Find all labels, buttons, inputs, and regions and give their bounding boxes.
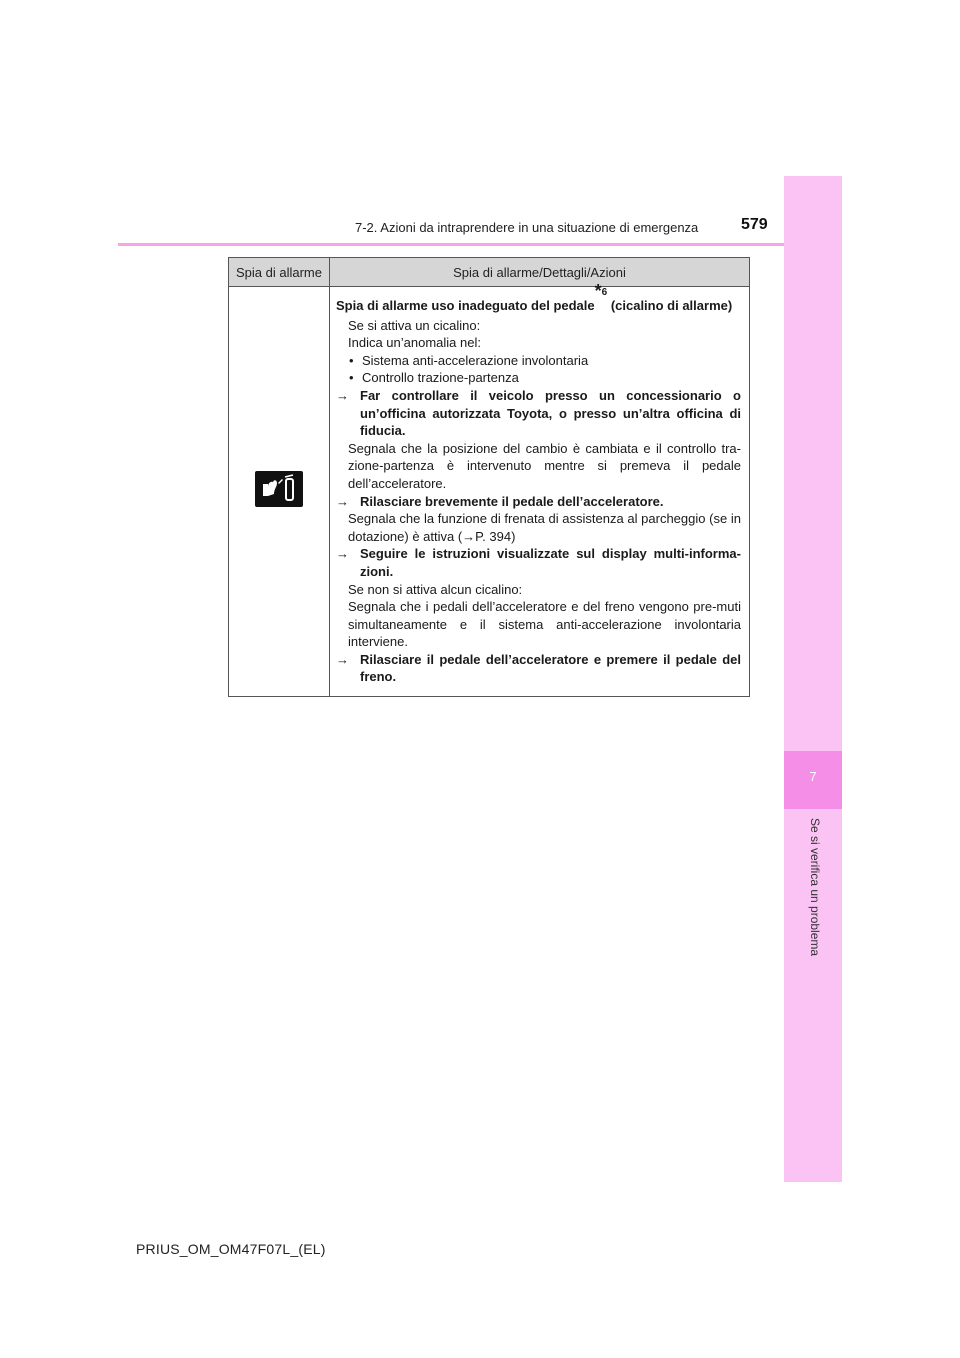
header-section-title: 7-2. Azioni da intraprendere in una situazione di emergenza (355, 220, 699, 235)
table-header-row (229, 258, 750, 287)
table-row (229, 287, 750, 697)
pedal-misuse-warning-icon (255, 471, 303, 507)
bullet-item: • Sistema anti-accelerazione involontaria (336, 352, 741, 370)
arrow-icon: → (336, 651, 349, 667)
arrow-icon: → (336, 387, 349, 403)
table-header-cell: Spia di allarme (229, 258, 330, 287)
detail-text: Segnala che la posizione del cambio è cambiata e il controllo tra-zione-partenza è intervenuto mentre si premeva il pedale dell’acceleratore. (348, 440, 741, 491)
page-number: 579 (741, 216, 768, 233)
arrow-icon: → (336, 546, 349, 562)
detail-text: Se non si attiva alcun cicalino: (348, 581, 523, 597)
table-header-cell: Spia di allarme/Dettagli/Azioni (330, 258, 750, 287)
arrow-icon: → (336, 493, 349, 509)
action-instruction (336, 545, 741, 580)
action-instruction (336, 651, 741, 686)
side-tab-chapter-number: 7 (784, 751, 842, 809)
action-instruction (336, 493, 741, 511)
warning-title (336, 281, 741, 315)
action-text: Rilasciare il pedale dell’acceleratore e premere il pedale del freno. (360, 651, 741, 685)
action-text: Far controllare il veicolo presso un concessionario o un’officina autorizzata Toyota, o presso un’altra officina di fiducia. (360, 387, 741, 439)
detail-text: Segnala che i pedali dell’acceleratore e del freno vengono pre-muti simultaneamente e il sistema anti-accelerazione involontaria interviene. (348, 599, 741, 650)
warning-title-suffix: (cicalino di allarme) (607, 298, 733, 313)
warning-title-text: Spia di allarme uso inadeguato del pedale (336, 298, 595, 313)
action-text: Seguire le istruzioni visualizzate sul display multi-informa-zioni. (360, 546, 741, 579)
footnote-number: 6 (601, 287, 608, 298)
header-rule (118, 243, 842, 246)
footer-doc-code: PRIUS_OM_OM47F07L_(EL) (136, 1241, 326, 1257)
footnote-star: * (594, 281, 602, 301)
side-tab (784, 176, 842, 1182)
details-lines (336, 317, 741, 686)
icon-cell (229, 287, 330, 697)
detail-text: Indica un’anomalia nel: (348, 335, 481, 351)
action-text: Rilasciare brevemente il pedale dell’acceleratore. (360, 493, 664, 509)
bullet-item: • Controllo trazione-partenza (336, 369, 741, 387)
warning-light-table (228, 257, 750, 697)
detail-text: Segnala che la funzione di frenata di assistenza al parcheggio (se in dotazione) è attiva (→P. 394) (348, 511, 741, 544)
details-cell (330, 281, 750, 697)
detail-text: Se si attiva un cicalino: (348, 317, 481, 333)
side-tab-chapter-title: Se si verifica un problema (808, 818, 822, 957)
pedal-misuse-warning-icon-graphic (255, 471, 303, 507)
action-instruction (336, 387, 741, 440)
